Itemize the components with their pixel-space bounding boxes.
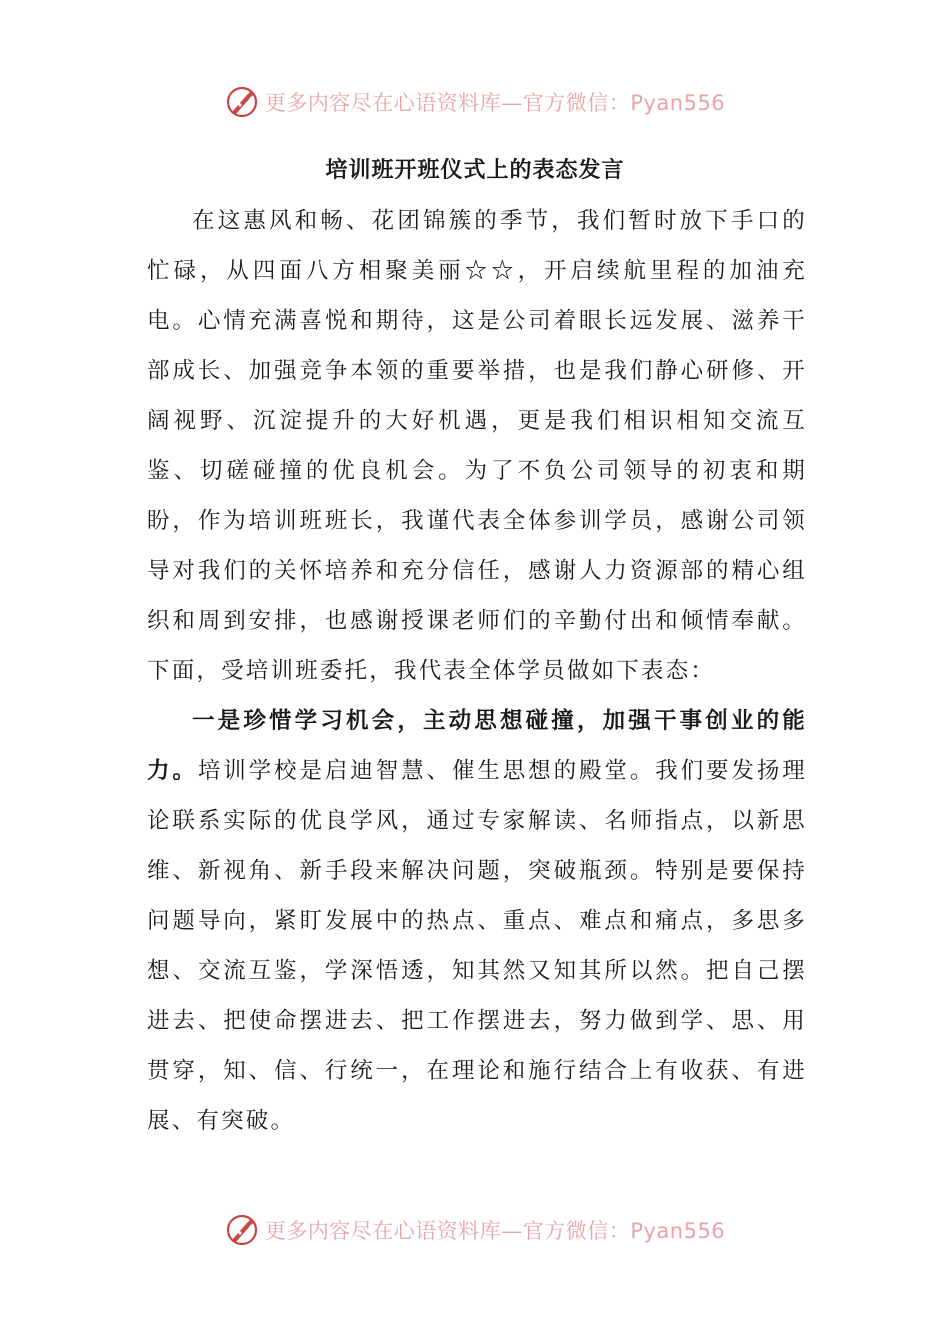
footer-watermark-banner — [0, 1208, 950, 1252]
paragraph-1 — [147, 196, 807, 696]
wechat-id: Pyan556 — [630, 91, 726, 115]
watermark-text: 更多内容尽在心语资料库—官方微信：Pyan556 — [264, 91, 726, 115]
paragraph-2 — [147, 696, 807, 1146]
pen-nib-logo-icon — [225, 85, 259, 119]
header-watermark-banner — [0, 80, 950, 124]
paragraph-2-text: 培训学校是启迪智慧、催生思想的殿堂。我们要发扬理论联系实际的优良学风，通过专家解读、名师指点，以新思维、新视角、新手段来解决问题，突破瓶颈。特别是要保持问题导向，紧盯发展中的热点、重点、难点和痛点，多思多想、交流互鉴，学深悟透，知其然又知其所以然。把自己摆进去、把使命摆进去、把工作摆进去，努力做到学、思、用贯穿，知、信、行统一，在理论和施行结合上有收获、有进展、有突破。 — [147, 758, 807, 1134]
pen-nib-logo-icon — [225, 1213, 259, 1247]
document-title: 培训班开班仪式上的表态发言 — [325, 157, 625, 183]
watermark-text: 更多内容尽在心语资料库—官方微信：Pyan556 — [264, 1219, 726, 1243]
paragraph-1-text: 在这惠风和畅、花团锦簇的季节，我们暂时放下手口的忙碌，从四面八方相聚美丽☆☆，开启续航里程的加油充电。心情充满喜悦和期待，这是公司着眼长远发展、滋养干部成长、加强竞争本领的重要举措，也是我们静心研修、开阔视野、沉淀提升的大好机遇，更是我们相识相知交流互鉴、切磋碰撞的优良机会。为了不负公司领导的初衷和期盼，作为培训班班长，我谨代表全体参训学员，感谢公司领导对我们的关怀培养和充分信任，感谢人力资源部的精心组织和周到安排，也感谢授课老师们的辛勤付出和倾情奉献。下面，受培训班委托，我代表全体学员做如下表态： — [147, 208, 807, 684]
document-body — [147, 196, 807, 1146]
wechat-id: Pyan556 — [630, 1219, 726, 1243]
paragraph-2-lead: 一是珍惜学习机会，主动思想碰撞，加强干事创业的能力。 — [147, 708, 807, 784]
